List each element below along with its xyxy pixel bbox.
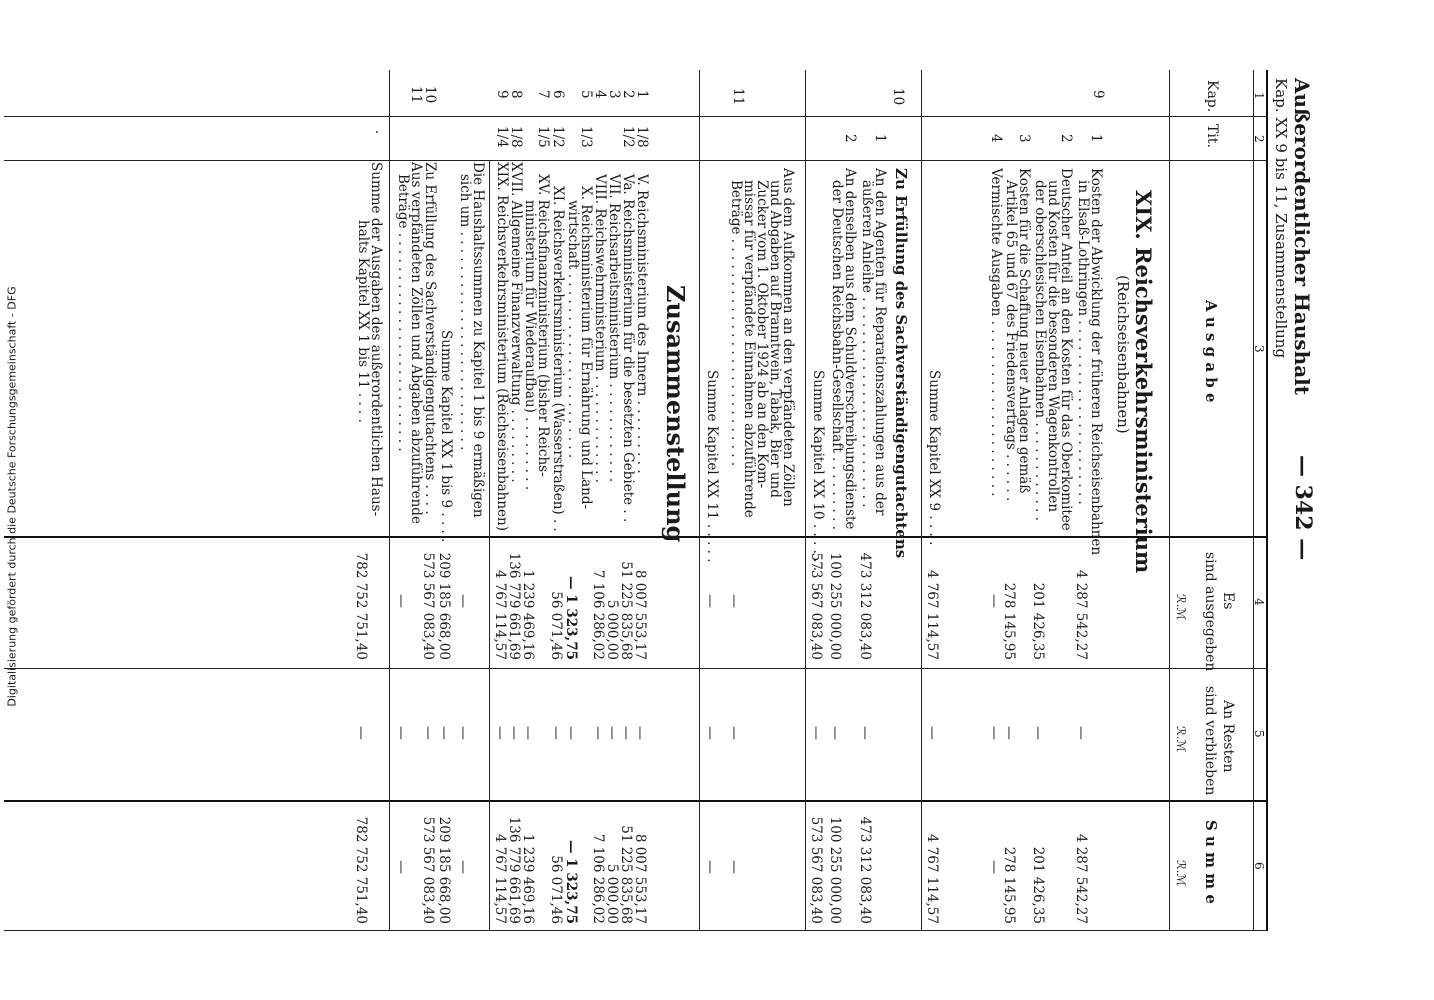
- spent-value: — 1 323,75: [563, 576, 579, 660]
- col-number-2: 2: [1252, 135, 1266, 143]
- rest-value: —: [827, 726, 843, 740]
- grand-total-sum: 782 752 751,40: [353, 816, 369, 924]
- row-text: VIII. Reichswehrministerium . . . . . . . . . . . . .: [592, 174, 608, 483]
- rest-value: —: [563, 726, 579, 740]
- row-text: Beträge . . . . . . . . . . . . . . . . . . . . . . . . . .: [395, 174, 411, 452]
- sum19-spent: 209 185 668,00: [436, 552, 452, 660]
- spent-value: 100 255 000,00: [827, 552, 843, 660]
- tit-range: 1/4: [494, 126, 510, 148]
- row-text: Zucker vom 1. Oktober 1924 ab an den Kom-: [754, 180, 770, 489]
- total11-spent: —: [702, 594, 718, 608]
- rest-value: —: [1001, 726, 1017, 740]
- kap-num: 2: [620, 90, 636, 99]
- col-number-3: 3: [1252, 345, 1266, 353]
- row-text: V. Reichsministerium des Innern . . . . . . . . .: [634, 174, 650, 474]
- spent-value: 1 239 469,16: [520, 569, 536, 660]
- total-rest: —: [924, 726, 940, 740]
- sum-value: 1 239 469,16: [520, 833, 536, 924]
- rest-value: —: [618, 726, 634, 740]
- row-text: und Abgaben auf Branntwein, Tabak, Bier und: [767, 180, 783, 498]
- row-text: XV. Reichsfinanzministerium (bisher Reichs-: [535, 174, 551, 477]
- rest-value: —: [506, 726, 522, 740]
- total11-rest: —: [702, 726, 718, 740]
- rest-header-line1: An Resten: [1220, 700, 1236, 773]
- rest-value: —: [632, 726, 648, 740]
- rest-unit: ℛ.ℳ: [1174, 726, 1188, 753]
- tit-header: Tit.: [1204, 124, 1220, 148]
- spent-value: 5 000,00: [604, 599, 620, 660]
- sum19-label: Summe Kapitel XX 1 bis 9 . . . .: [438, 330, 454, 543]
- row-text: VII. Reichsarbeitsministerium . . . . . . . . . . . .: [606, 174, 622, 483]
- tit-range: 1/5: [535, 126, 551, 148]
- spent-value: —: [455, 594, 471, 608]
- kap-num: 6: [550, 90, 566, 99]
- sum-value: 100 255 000,00: [827, 816, 843, 924]
- row-text: der oberschlesischen Eisenbahnen . . . . . . . . . . . .: [1032, 180, 1048, 522]
- sum-value: 573 567 083,40: [420, 816, 436, 924]
- spent-value: 573 567 083,40: [420, 552, 436, 660]
- sum-value: 4 287 542,27: [1073, 833, 1089, 924]
- rest-value: —: [604, 726, 620, 740]
- col-number-1: 1: [1252, 92, 1266, 100]
- row-text: der Deutschen Reichsbahn-Gesellschaft . . . . . . . . .: [829, 180, 845, 530]
- tit-1: 1: [1088, 134, 1104, 143]
- row-text: in Elsaß-Lothringen . . . . . . . . . . . . . . . . . . . . . .: [1075, 180, 1091, 505]
- row-text: äußeren Anleihe . . . . . . . . . . . . . . . . . . . . . . . . .: [859, 180, 875, 508]
- spent-value: 4 287 542,27: [1073, 569, 1089, 660]
- tit-range: 1/2: [620, 126, 636, 148]
- page-number: — 342 —: [1290, 455, 1316, 561]
- grand-total-spent: 782 752 751,40: [353, 552, 369, 660]
- total10-rest: —: [808, 726, 824, 740]
- rest-value: —: [986, 726, 1002, 740]
- kap-header: Kap.: [1204, 80, 1220, 113]
- rest-value: —: [393, 726, 409, 740]
- kap-num: 7: [535, 90, 551, 99]
- row-text: Vermischte Ausgaben . . . . . . . . . . . . . . . . . . . . .: [988, 168, 1004, 497]
- sum19-rest: —: [436, 726, 452, 740]
- row-text: XVII. Allgemeine Finanzverwaltung . . . . . . . . .: [508, 162, 524, 483]
- row-text: Aus dem Aufkommen an den verpfändeten Zöllen: [780, 168, 796, 507]
- grand-total-rest: —: [353, 726, 369, 740]
- col-number-5: 5: [1252, 730, 1266, 738]
- sum19-sum: 209 185 668,00: [436, 816, 452, 924]
- spent-value: —: [986, 594, 1002, 608]
- sum-value: 278 145,95: [1001, 846, 1017, 924]
- total-label: Summe Kapitel XX 9 . . . .: [926, 370, 942, 546]
- rest-value: —: [726, 726, 742, 740]
- summe-unit: ℛ.ℳ: [1174, 860, 1188, 887]
- tit-range: 1/8: [508, 126, 524, 148]
- sum-value: 56 071,46: [548, 855, 564, 924]
- row-text: Beträge . . . . . . . . . . . . . . . . . . . . . . . . . . .: [728, 180, 744, 467]
- kap-num: 9: [494, 90, 510, 99]
- rest-value: —: [857, 726, 873, 740]
- summary-heading: Zusammenstellung: [661, 285, 690, 543]
- sum-value: 5 000,00: [604, 863, 620, 924]
- tit-range: 1/2: [550, 126, 566, 148]
- tit-range: 1/8: [634, 126, 650, 148]
- row-text: sich um . . . . . . . . . . . . . . . . . . . . . . . . . .: [457, 174, 473, 451]
- section-xix-subheading: (Reichseisenbahnen): [1114, 275, 1132, 434]
- total-spent: 4 767 114,57: [924, 569, 940, 660]
- rest-value: —: [590, 726, 606, 740]
- header-subtitle: Kap. XX 9 bis 11, Zusammenstellung: [1272, 78, 1290, 359]
- summe-header: S u m m e: [1202, 820, 1220, 904]
- rest-value: —: [1030, 726, 1046, 740]
- row-text: Kosten der Abwicklung der früheren Reichseisenbahnen: [1088, 168, 1104, 556]
- row-text: Artikel 65 und 67 des Friedensvertrags . . . . . .: [1003, 180, 1019, 502]
- spent-header-line2: sind ausgegeben: [1202, 552, 1218, 672]
- total-sum: 4 767 114,57: [924, 833, 940, 924]
- row-text: Kosten für die Schaffung neuer Anlagen gemäß: [1016, 168, 1032, 494]
- sum-value: 51 225 835,68: [618, 825, 634, 924]
- sum-value: —: [986, 860, 1002, 874]
- rest-value: —: [455, 726, 471, 740]
- kap-num: 8: [508, 90, 524, 99]
- tit-3: 3: [1016, 134, 1032, 143]
- spent-header-line1: Es: [1220, 592, 1236, 610]
- header-title: Außerordentlicher Haushalt: [1290, 78, 1314, 396]
- spent-value: 56 071,46: [548, 591, 564, 660]
- row-text: An den Agenten für Reparationszahlungen aus der: [872, 168, 888, 516]
- spent-value: 7 106 286,02: [590, 569, 606, 660]
- rest-value: —: [548, 726, 564, 740]
- sum-value: 8 007 553,17: [632, 833, 648, 924]
- sum-value: 4 767 114,57: [492, 833, 508, 924]
- total10-spent: 573 567 083,40: [808, 552, 824, 660]
- ausgabe-header: A u s g a b e: [1202, 300, 1220, 403]
- sum-value: — 1 323,75: [563, 840, 579, 924]
- spent-value: —: [393, 594, 409, 608]
- total11-label: Summe Kapitel XX 11 . . . . .: [704, 370, 720, 563]
- row-text: Deutscher Anteil an den Kosten für das Oberkomitee: [1058, 168, 1074, 531]
- total11-sum: —: [702, 860, 718, 874]
- tit-range: 1/3: [578, 126, 594, 148]
- row-text: Aus verpfändeten Zöllen und Abgaben abzuführende: [408, 162, 424, 524]
- sum-value: 7 106 286,02: [590, 833, 606, 924]
- sum-value: 473 312 083,40: [857, 816, 873, 924]
- kap-num: 5: [578, 90, 594, 99]
- tit-4: 4: [988, 134, 1004, 143]
- dfg-side-note: Digitalisierung gefördert durch die Deutsche Forschungsgemeinschaft - DFG: [5, 286, 19, 707]
- row-text: XI. Reichsverkehrsministerium (Wasserstraßen) . .: [550, 186, 566, 532]
- col-number-4: 4: [1252, 598, 1266, 606]
- section-sachv-heading: Zu Erfüllung des Sachverständigengutachtens: [892, 168, 910, 559]
- row-text: Zu Erfüllung des Sachverständigengutachtens . . . .: [422, 162, 438, 515]
- grand-total-label: halts Kapitel XX 1 bis 11 . . . .: [355, 220, 371, 423]
- row-text: Die Haushaltssummen zu Kapitel 1 bis 9 ermäßigen: [470, 162, 486, 518]
- grand-total-dot: ·: [368, 130, 384, 135]
- sum-value: —: [726, 860, 742, 874]
- spent-value: 201 426,35: [1030, 582, 1046, 660]
- rest-value: —: [420, 726, 436, 740]
- row-text: wirtschaft . . . . . . . . . . . . . . . . . . . . . .: [565, 200, 581, 459]
- kap-11: 11: [408, 86, 424, 104]
- total10-label: Summe Kapitel XX 10 . . . . . .: [810, 370, 826, 572]
- spent-value: 136 779 661,69: [506, 552, 522, 660]
- row-text: XIX. Reichsverkehrsministerium (Reichseisenbahnen): [494, 162, 510, 532]
- kap-10: 10: [422, 86, 438, 104]
- spent-value: 278 145,95: [1001, 582, 1017, 660]
- kap-11: 11: [730, 88, 746, 106]
- kap-num: 4: [592, 90, 608, 99]
- row-text: Va. Reichsministerium für die besetzten Gebiete . .: [620, 174, 636, 523]
- row-text: missar für verpfändete Einnahmen abzuführende: [741, 180, 757, 518]
- row-text: und Kosten für die besonderen Wagenkontrollen: [1045, 180, 1061, 513]
- row-text: An denselben aus dem Schuldverschreibungsdienste: [842, 168, 858, 530]
- row-text: ministerium für Wiederaufbau) . . . . . . . . .: [522, 200, 538, 491]
- kap-num: 1: [634, 90, 650, 99]
- spent-value: —: [726, 594, 742, 608]
- tit-1: 1: [872, 134, 888, 143]
- row-text: X. Reichsministerium für Ernährung und Land-: [578, 186, 594, 510]
- kap-9: 9: [1090, 90, 1106, 99]
- spent-value: 51 225 835,68: [618, 561, 634, 660]
- spent-value: 8 007 553,17: [632, 569, 648, 660]
- sum-value: —: [455, 860, 471, 874]
- spent-unit: ℛ.ℳ: [1174, 594, 1188, 621]
- spent-value: 473 312 083,40: [857, 552, 873, 660]
- rest-header-line2: sind verblieben: [1202, 686, 1218, 796]
- sum-value: 136 779 661,69: [506, 816, 522, 924]
- section-xix-heading: XIX. Reichsverkehrsministerium: [1131, 190, 1156, 574]
- total10-sum: 573 567 083,40: [808, 816, 824, 924]
- kap-10: 10: [890, 88, 906, 106]
- tit-2: 2: [1058, 134, 1074, 143]
- col-number-6: 6: [1252, 862, 1266, 870]
- kap-num: 3: [606, 90, 622, 99]
- sum-value: 201 426,35: [1030, 846, 1046, 924]
- rest-value: —: [1073, 726, 1089, 740]
- spent-value: 4 767 114,57: [492, 569, 508, 660]
- grand-total-label: Summe der Ausgaben des außerordentlichen Haus-: [368, 162, 384, 517]
- rest-value: —: [520, 726, 536, 740]
- sum-value: —: [393, 860, 409, 874]
- tit-2: 2: [842, 134, 858, 143]
- rest-value: —: [492, 726, 508, 740]
